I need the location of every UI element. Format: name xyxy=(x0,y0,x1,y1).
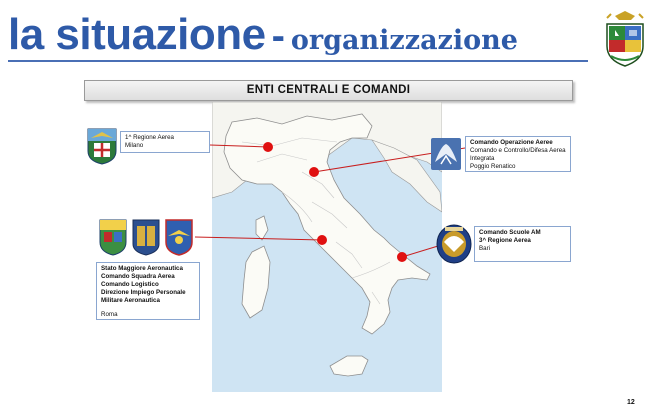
section-banner: ENTI CENTRALI E COMANDI xyxy=(84,80,573,101)
shield-emblem-icon xyxy=(98,218,128,256)
wings-emblem-icon xyxy=(164,218,194,256)
roma-line4: Direzione Impiego Personale xyxy=(101,289,186,296)
falcon-emblem-icon xyxy=(431,138,461,170)
bari-line2: 3^ Regione Aerea xyxy=(479,237,531,244)
page-number: 12 xyxy=(627,399,635,406)
italy-map xyxy=(212,102,442,392)
info-box-roma xyxy=(96,262,200,320)
poggio-line4: Poggio Renatico xyxy=(470,163,516,170)
poggio-line2: Comando e Controllo/Difesa Aerea xyxy=(470,147,566,154)
title-dash: - xyxy=(271,14,285,58)
roma-line1: Stato Maggiore Aeronautica xyxy=(101,265,183,272)
logistic-emblem-icon xyxy=(131,218,161,256)
roma-line5: Militare Aeronautica xyxy=(101,297,160,304)
page-title xyxy=(8,10,518,60)
bari-line1: Comando Scuole AM xyxy=(479,229,541,236)
crest-icon xyxy=(601,10,649,68)
scuole-emblem-icon xyxy=(436,224,472,264)
info-box-milano xyxy=(120,131,210,153)
roma-line6: Roma xyxy=(101,311,118,318)
info-box-bari xyxy=(474,226,571,262)
poggio-line1: Comando Operazione Aeree xyxy=(470,139,553,146)
roma-line2: Comando Squadra Aerea xyxy=(101,273,175,280)
info-box-poggio-renatico xyxy=(465,136,571,172)
title-subtitle: organizzazione xyxy=(290,25,518,56)
bari-line3: Bari xyxy=(479,245,491,252)
title-main: la situazione xyxy=(8,10,266,59)
milano-line1: 1^ Regione Aerea xyxy=(125,134,175,141)
roma-line3: Comando Logistico xyxy=(101,281,159,288)
eagle-emblem-icon xyxy=(86,127,118,165)
title-underline xyxy=(8,60,588,62)
milano-line2: Milano xyxy=(125,142,144,149)
poggio-line3: Integrata xyxy=(470,155,495,162)
